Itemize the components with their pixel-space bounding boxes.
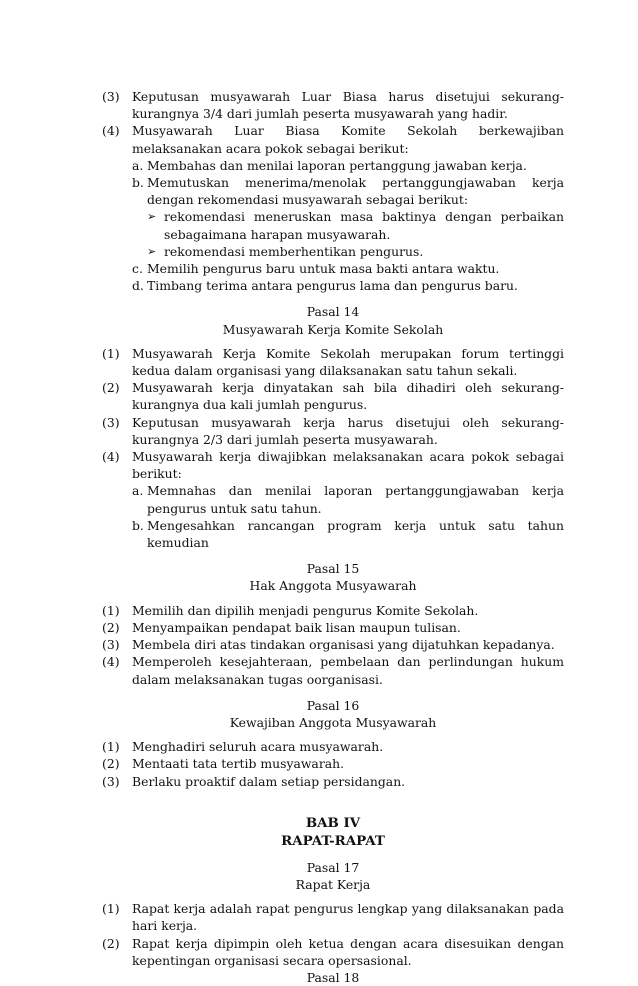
sub-item-letter: a.	[132, 157, 144, 173]
item-text: Menyampaikan pendapat baik lisan maupun tulisan.	[132, 619, 461, 635]
bullet-item	[132, 208, 564, 242]
item-number: (2)	[102, 756, 120, 772]
sub-item-text: Memnahas dan menilai laporan pertanggungjawaban kerja pengurus untuk satu tahun.	[147, 483, 564, 516]
item-number: (3)	[102, 89, 120, 104]
list-item	[102, 88, 564, 122]
item-text: Rapat kerja dipimpin oleh ketua dengan acara disesuikan dengan kepentingan organisasi secara opersasional.	[132, 935, 564, 968]
article-title: Musyawarah Kerja Komite Sekolah	[222, 321, 444, 337]
item-text: Musyawarah kerja dinyatakan sah bila dihadiri oleh sekurang-kurangnya dua kali jumlah pengurus.	[132, 380, 564, 413]
article-heading: Pasal 16	[306, 697, 360, 713]
list-item	[102, 379, 564, 413]
sub-item	[132, 174, 564, 208]
bullet-item	[132, 243, 564, 260]
bullet-text: rekomendasi memberhentikan pengurus.	[164, 243, 424, 259]
list-item	[102, 122, 564, 294]
sub-item	[132, 517, 564, 551]
page-content	[102, 88, 564, 986]
item-text: Keputusan musyawarah kerja harus disetujui oleh sekurang-kurangnya 2/3 dari jumlah peserta musyawarah.	[132, 414, 564, 447]
article-title: Hak Anggota Musyawarah	[249, 578, 417, 594]
item-text: Menghadiri seluruh acara musyawarah.	[132, 739, 384, 755]
list-item	[102, 345, 564, 379]
sub-item-text: Memilih pengurus baru untuk masa bakti antara waktu.	[147, 261, 500, 277]
item-number: (1)	[102, 345, 120, 361]
list-item	[102, 738, 564, 755]
chapter-number: BAB IV	[305, 814, 361, 831]
item-number: (2)	[102, 380, 120, 396]
item-number: (4)	[102, 123, 120, 139]
sub-item	[132, 482, 564, 516]
item-number: (4)	[102, 449, 120, 465]
list-item	[102, 636, 564, 653]
list-item	[102, 602, 564, 619]
bullet-text: rekomendasi meneruskan masa baktinya dengan perbaikan sebagaimana harapan musyawarah.	[164, 209, 564, 242]
item-number: (2)	[102, 619, 120, 635]
item-text: Membela diri atas tindakan organisasi yang dijatuhkan kepadanya.	[132, 637, 555, 653]
list-item	[102, 755, 564, 772]
item-text: Memperoleh kesejahteraan, pembelaan dan perlindungan hukum dalam melaksanakan tugas oorganisasi.	[132, 654, 564, 687]
sub-item-letter: a.	[132, 483, 144, 499]
list-item	[102, 653, 564, 687]
sub-item-letter: b.	[132, 175, 144, 191]
arrow-bullet-icon: ➢	[147, 244, 157, 258]
item-text: Musyawarah Kerja Komite Sekolah merupakan forum tertinggi kedua dalam organisasi yang dilaksanakan satu tahun sekali.	[132, 345, 564, 379]
sub-item-letter: c.	[132, 261, 143, 277]
list-item	[102, 773, 564, 790]
sub-item-text: Memutuskan menerima/menolak pertanggungjawaban kerja dengan rekomendasi musyawarah sebagai berikut:	[147, 175, 564, 208]
item-number: (3)	[102, 637, 120, 653]
sub-item-letter: d.	[132, 278, 144, 294]
arrow-bullet-icon: ➢	[147, 210, 157, 224]
article-title: Kewajiban Anggota Musyawarah	[229, 714, 437, 730]
item-text: Mentaati tata tertib musyawarah.	[132, 756, 345, 772]
list-item	[102, 448, 564, 551]
item-number: (3)	[102, 414, 120, 430]
sub-item-letter: b.	[132, 517, 144, 533]
list-item	[102, 414, 564, 448]
list-item	[102, 900, 564, 934]
item-number: (1)	[102, 901, 120, 917]
item-text: Rapat kerja adalah rapat pengurus lengkap yang dilaksanakan pada hari kerja.	[132, 901, 564, 934]
article-title: Rapat Kerja	[295, 876, 371, 892]
item-number: (4)	[102, 654, 120, 670]
list-item	[102, 619, 564, 636]
item-number: (1)	[102, 602, 120, 618]
article-heading: Pasal 14	[306, 304, 360, 320]
item-number: (2)	[102, 935, 120, 951]
item-text: Keputusan musyawarah Luar Biasa harus disetujui sekurang-kurangnya 3/4 dari jumlah peserta musyawarah yang hadir.	[132, 89, 564, 122]
item-number: (1)	[102, 739, 120, 755]
sub-item-text: Mengesahkan rancangan program kerja untuk satu tahun kemudian	[147, 517, 564, 551]
sub-item	[132, 260, 564, 277]
item-number: (3)	[102, 773, 120, 789]
list-item	[102, 935, 564, 969]
article-heading: Pasal 18	[306, 969, 360, 985]
item-text: Musyawarah kerja diwajibkan melaksanakan acara pokok sebagai berikut:	[132, 449, 564, 482]
item-text: Memilih dan dipilih menjadi pengurus Komite Sekolah.	[132, 602, 479, 618]
sub-item	[132, 157, 564, 174]
sub-item	[132, 277, 564, 294]
item-text: Berlaku proaktif dalam setiap persidangan.	[132, 773, 406, 789]
chapter-title: RAPAT-RAPAT	[281, 832, 385, 849]
article-heading: Pasal 15	[306, 561, 360, 577]
sub-item-text: Membahas dan menilai laporan pertanggung jawaban kerja.	[147, 157, 527, 173]
item-text: Musyawarah Luar Biasa Komite Sekolah berkewajiban melaksanakan acara pokok sebagai berikut:	[132, 123, 564, 156]
sub-item-text: Timbang terima antara pengurus lama dan pengurus baru.	[147, 278, 518, 294]
article-heading: Pasal 17	[306, 859, 360, 875]
